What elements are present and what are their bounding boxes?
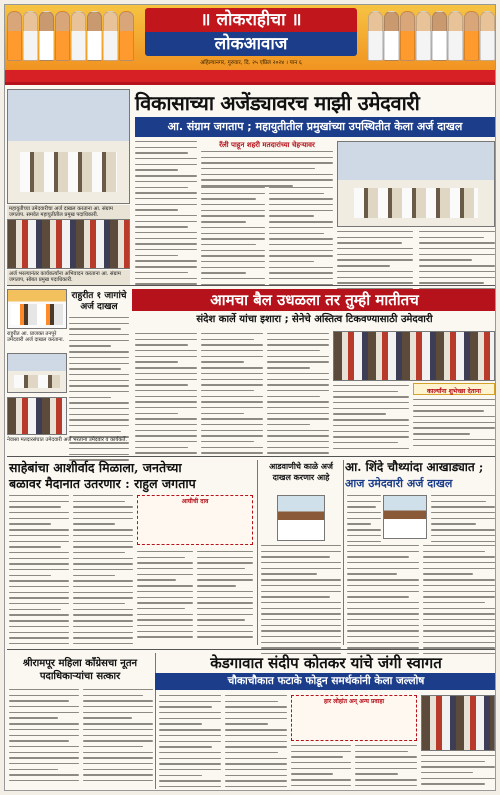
story5-portrait-photo (383, 495, 427, 539)
newspaper-page (4, 4, 496, 791)
story1-subhead: आ. संग्राम जगताप ; महायुतीतील प्रमुखांच्या उपस्थितीत केला अर्ज दाखल (135, 117, 495, 137)
leaders-photo-strip-left (7, 11, 134, 61)
story1-photo-main (7, 89, 130, 204)
newspaper-logo (145, 8, 357, 56)
story1-photo-rally (7, 219, 130, 269)
story3-box (137, 495, 253, 545)
story3-body-col2 (73, 495, 133, 649)
column-rule (343, 460, 344, 645)
story5-body-col3 (347, 545, 419, 659)
rahuri-photo-caption: राहुरीत आ. प्राजक्त तनपुरे उमेदवारी अर्ज दाखल करताना. (7, 331, 65, 344)
story6-body-col1 (9, 689, 79, 786)
story4-body (261, 545, 341, 659)
story1-headline: विकासाच्या अजेंड्यावरच माझी उमेदवारी (135, 91, 420, 115)
story7-headline: केडगावात संदीप कोतकर यांचे जंगी स्वागत (210, 654, 442, 672)
leaders-photo-strip-right (368, 11, 495, 61)
leader-photo (448, 11, 463, 61)
story7-box-title: हार लोहांत अन् अन्य प्रवाहा (323, 698, 385, 705)
story2-subhead: संदेश कार्ले यांचा इशारा ; सेनेचे अस्तित्व टिकवण्यासाठी उमेदवारी (196, 314, 433, 325)
rahuri-headline: राहुरीत १ जागांचे अर्ज दाखल (71, 291, 127, 312)
story7-body-col3 (291, 745, 351, 791)
story5-body-col4 (423, 545, 495, 659)
story2-headline: आमचा बैल उधळला तर तुम्ही मातीतच (132, 289, 496, 311)
story7-photo-caption-lines (421, 755, 495, 789)
story6-headline: श्रीरामपूर महिला कॉंग्रेसचा नूतन पदाधिकाऱ्यांचा सत्कार (22, 658, 138, 682)
leader-photo (87, 11, 102, 61)
story1-body-col1 (135, 141, 197, 289)
section-divider (7, 285, 495, 286)
leader-photo (384, 11, 399, 61)
story1-photo-caption: महायुतीच्या उमेदवारीचा अर्ज दाखल करताना आ. संग्राम जगताप. समवेत महायुतीतील प्रमुख पदाधिकारी. (7, 205, 130, 220)
nevasa-photo-caption: नेवासा मतदारसंघात उमेदवारी अर्ज भरताना उमेदवार व कार्यकर्ते. (7, 437, 128, 443)
story3-headline (5, 460, 255, 492)
story2-photo (333, 331, 495, 381)
story5-subhead: आज उमेदवारी अर्ज दाखल (345, 477, 453, 490)
story5-body-col1 (347, 495, 381, 546)
leader-photo (432, 11, 447, 61)
story1-photo-secondary (337, 141, 495, 227)
story4-headline: आडवाणीचे काळे अर्ज दाखल करणार आहे (269, 461, 333, 482)
story7-body-col2 (225, 695, 287, 791)
leader-photo (119, 11, 134, 61)
story3-headline-line2: बळावर मैदानात उतरणार : राहुल जगताप (9, 476, 196, 491)
story2-body-col4 (333, 385, 409, 453)
column-rule (257, 460, 258, 645)
leader-photo (71, 11, 86, 61)
story2-body-col3 (267, 333, 329, 458)
story2-callout (413, 383, 495, 395)
story2-callout-title: कार्ल्यांना शुभेच्छा देताना (427, 388, 481, 395)
logo-title-bottom: लोकआवाज (145, 32, 357, 56)
story4-portrait-photo (277, 495, 325, 541)
story7-body-col4 (355, 745, 417, 791)
story2-body-col5 (413, 399, 495, 450)
nevasa-photo-2 (7, 397, 67, 435)
story1-box-title: रॅली पाहून शहरी मतदारांच्या चेहऱ्यावर (219, 141, 315, 149)
logo-title-top: ॥ लोकराहीचा ॥ (145, 8, 357, 32)
story5-headline: आ. शिंदे चौथ्यांदा आखाड्यात ; (345, 460, 484, 474)
story7-body-col1 (159, 695, 221, 791)
story7-subhead: चौकाचौकात फटाके फोडून समर्थकांनी केला जल्लोष (155, 673, 496, 690)
masthead (5, 5, 496, 85)
story1-body-col2 (201, 187, 265, 301)
story5-body-col2 (431, 495, 495, 546)
story6-body-col2 (83, 689, 153, 786)
story3-body-col4 (197, 551, 253, 642)
story1-box-body (201, 151, 333, 191)
section-divider (7, 649, 495, 650)
leader-photo (464, 11, 479, 61)
leader-photo (103, 11, 118, 61)
story1-rally-caption: अर्ज भरल्यानंतर कार्यकर्त्यांना अभिवादन करताना आ. संग्राम जगताप, सोबत प्रमुख पदाधिकारी. (7, 270, 130, 285)
nevasa-photo (7, 353, 67, 393)
leader-photo (480, 11, 495, 61)
story7-box (291, 695, 417, 741)
story3-body-col1 (9, 495, 69, 649)
leader-photo (416, 11, 431, 61)
rahuri-photo (7, 289, 67, 329)
story1-body-col3 (269, 187, 333, 301)
story3-headline-line1: साहेबांचा आशीर्वाद मिळाला, जनतेच्या (9, 460, 182, 475)
leader-photo (368, 11, 383, 61)
masthead-red-strip (5, 70, 496, 82)
story2-body-col2 (201, 333, 263, 458)
leader-photo (23, 11, 38, 61)
leader-photo (7, 11, 22, 61)
story3-body-col3 (137, 551, 193, 642)
leader-photo (55, 11, 70, 61)
leader-photo (39, 11, 54, 61)
leader-photo (400, 11, 415, 61)
story2-body-col1 (135, 333, 197, 458)
story7-photo (421, 695, 495, 751)
section-divider (7, 456, 495, 457)
story3-box-title: आघीची दाव (181, 498, 209, 505)
dateline: अहिल्यानगर, गुरुवार, दि. २५ एप्रिल २०२४ । पान ६ (200, 60, 302, 66)
